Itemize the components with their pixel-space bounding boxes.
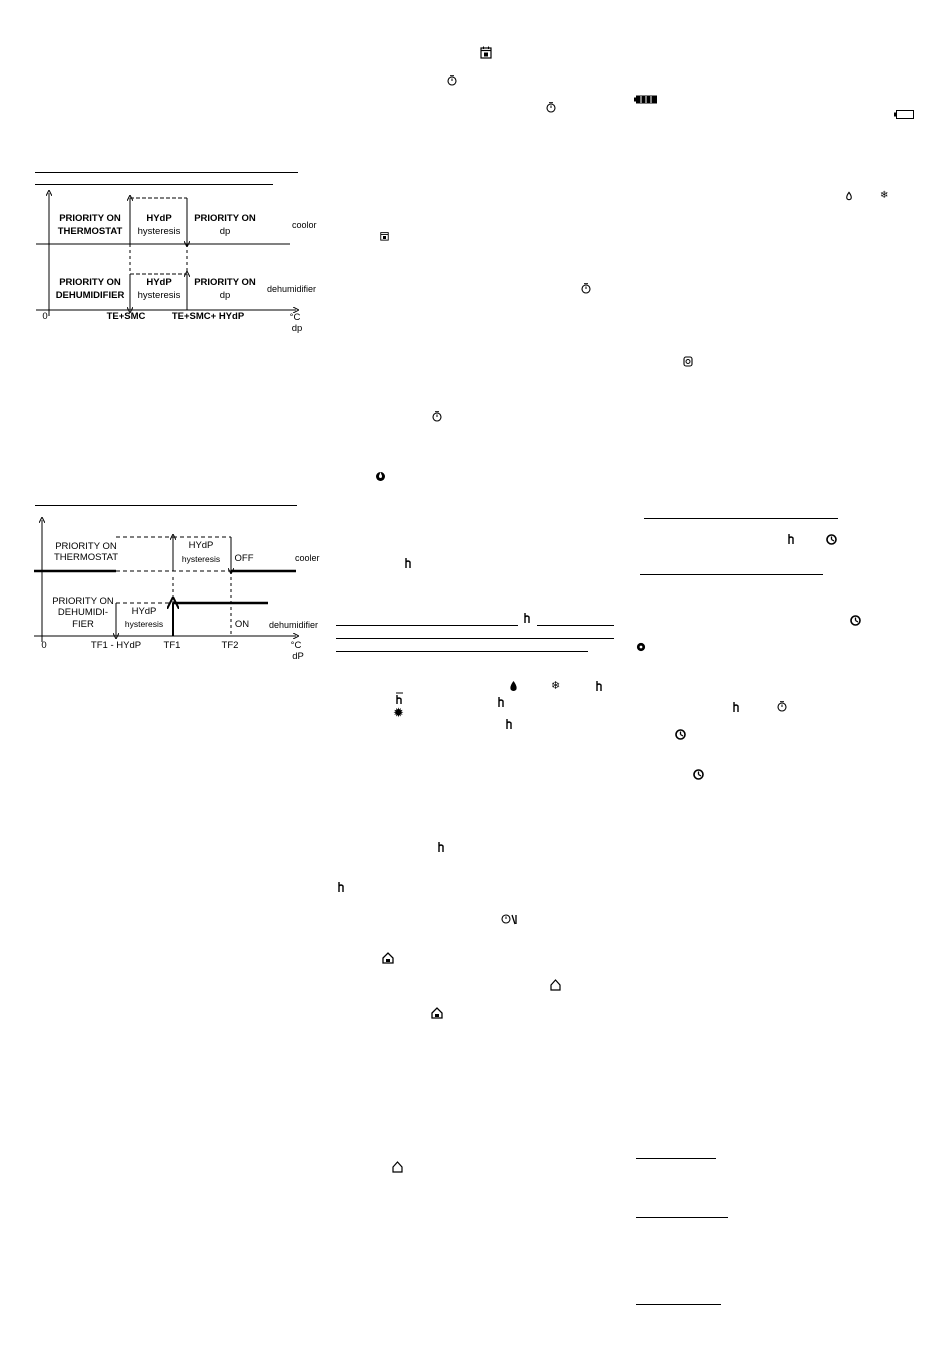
section-heading-underline [35,505,297,506]
underline [636,1304,721,1305]
clock-icon [501,913,519,925]
svg-text:DEHUMIDIFIER: DEHUMIDIFIER [55,290,125,301]
clock-icon [826,534,837,545]
svg-text:HYdP: HYdP [188,540,214,551]
fan-icon [375,471,386,482]
clock-icon [675,729,686,740]
hand-icon [404,556,414,569]
hand-icon [497,695,507,708]
svg-text:0: 0 [41,640,47,651]
svg-text:°C: °C [290,640,302,651]
section-heading-underline [35,172,298,173]
svg-text:coolor: coolor [292,220,317,230]
svg-text:hysteresis: hysteresis [137,226,181,237]
svg-text:PRIORITY ON: PRIORITY ON [59,213,121,224]
drop-icon [845,191,853,201]
hand-icon [395,692,405,705]
battery-empty-icon [894,110,914,119]
svg-text:TF1: TF1 [163,640,181,651]
clock-icon [432,411,442,422]
svg-text:ON: ON [234,619,250,630]
calendar-icon [380,231,389,241]
underline [644,518,838,519]
svg-text:PRIORITY ON: PRIORITY ON [194,277,256,288]
svg-text:DEHUMIDI-: DEHUMIDI- [57,607,109,618]
svg-text:HYdP: HYdP [146,213,172,224]
svg-text:THERMOSTAT: THERMOSTAT [53,552,119,563]
priority-diagram-tf [28,515,328,665]
battery-full-icon [634,95,658,104]
section-heading-underline [35,184,273,185]
svg-text:hysteresis: hysteresis [181,554,221,564]
svg-text:°C: °C [289,312,301,323]
svg-text:cooler: cooler [295,553,320,563]
hand-icon [523,611,533,624]
svg-text:FIER: FIER [72,619,94,630]
svg-text:hysteresis: hysteresis [137,290,181,301]
svg-text:PRIORITY ON: PRIORITY ON [55,541,117,552]
house-icon [550,979,561,991]
svg-text:HYdP: HYdP [131,606,157,617]
house-icon [382,952,394,964]
clock-icon [447,75,457,86]
underline [336,625,518,626]
svg-text:dp: dp [219,226,231,237]
hand-icon [595,679,605,692]
svg-text:0: 0 [42,311,48,322]
snowflake-icon: ❄ [880,190,889,201]
svg-text:HYdP: HYdP [146,277,172,288]
svg-text:PRIORITY ON: PRIORITY ON [194,213,256,224]
svg-text:PRIORITY ON: PRIORITY ON [52,596,114,607]
svg-text:TF1 - HYdP: TF1 - HYdP [90,640,142,651]
svg-text:TE+SMC+ HYdP: TE+SMC+ HYdP [171,311,245,322]
underline [537,625,614,626]
hand-icon [505,717,515,730]
clock-icon [693,769,704,780]
calendar-icon [480,46,492,59]
svg-text:dp: dp [219,290,231,301]
svg-text:TE+SMC: TE+SMC [106,311,146,322]
svg-text:OFF: OFF [234,553,254,564]
svg-text:TF2: TF2 [221,640,239,651]
underline [336,651,588,652]
clock-icon [546,102,556,113]
clock-icon [683,356,693,367]
house-icon [431,1007,443,1019]
hand-icon [337,880,347,893]
priority-diagram-dp [28,188,328,338]
fan-icon [636,642,646,652]
hand-icon [787,532,797,545]
house-icon [392,1161,403,1173]
svg-text:THERMOSTAT: THERMOSTAT [57,226,123,237]
svg-text:PRIORITY ON: PRIORITY ON [59,277,121,288]
hand-icon [732,700,742,713]
hand-icon [437,840,447,853]
underline [636,1217,728,1218]
svg-text:hysteresis: hysteresis [124,619,164,629]
underline [336,638,614,639]
clock-icon [581,283,591,294]
drop-icon [508,680,519,692]
snowflake-icon: ❄ [551,679,561,692]
svg-text:dehumidifier: dehumidifier [269,620,319,630]
clock-icon [850,615,861,626]
clock-icon [777,701,787,712]
svg-text:dehumidifier: dehumidifier [267,284,317,294]
underline [636,1158,716,1159]
svg-text:dP: dP [292,651,304,662]
underline [640,574,823,575]
sun-icon: ✹ [393,706,404,721]
svg-text:dp: dp [291,323,303,334]
